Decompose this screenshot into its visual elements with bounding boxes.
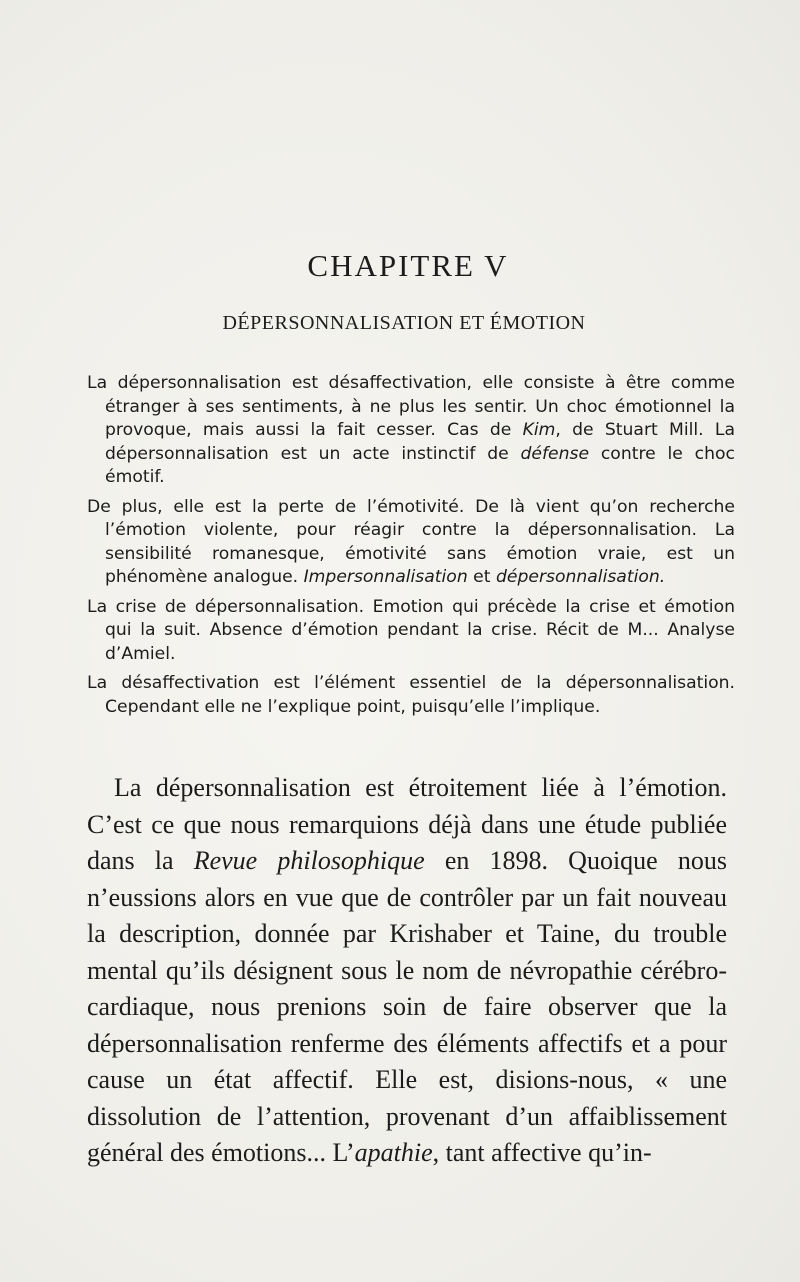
- summary-paragraph-2: De plus, elle est la perte de l’émotivité. De là vient qu’on recherche l’émotion violente, pour réagir contre la dépersonnalisation. La sensibilité romanesque, émotivité sans émotion vraie, est un phénomène analogue. Impersonnalisation et dépersonnalisation.: [87, 496, 735, 587]
- summary-italic-defense: défense: [520, 443, 590, 464]
- body-text: [87, 770, 727, 1172]
- summary-paragraph-4: La désaffectivation est l’élément essentiel de la dépersonnalisation. Cependant elle ne l’explique point, puisqu’elle l’implique.: [87, 673, 735, 717]
- summary-italic-depersonnalisation: dépersonnalisation.: [495, 567, 666, 587]
- chapter-title: CHAPITRE V: [307, 248, 509, 283]
- body-paragraph: La dépersonnalisation est étroitement liée à l’émotion. C’est ce que nous remarquions déjà dans une étude publiée dans la Revue philosophique en 1898. Quoique nous n’eussions alors en vue que de contrôler par un fait nouveau la description, donnée par Krishaber et Taine, du trouble mental qu’ils désignent sous le nom de névropathie cérébro-cardiaque, nous prenions soin de faire observer que la dépersonnalisation renferme des éléments affectifs et a pour cause un état affectif. Elle est, disions-nous, « une dissolution de l’attention, provenant d’un affaiblissement général des émotions... L’apathie, tant affective qu’in-: [87, 773, 727, 1167]
- chapter-subtitle: DÉPERSONNALISATION ET ÉMOTION: [222, 312, 586, 334]
- italic-apathie: apathie: [354, 1138, 433, 1167]
- summary-paragraph-3: La crise de dépersonnalisation. Emotion qui précède la crise et émotion qui la suit. Absence d’émotion pendant la crise. Récit de M... Analyse d’Amiel.: [87, 596, 735, 664]
- summary-paragraph-1: La dépersonnalisation est désaffectivation, elle consiste à être comme étranger à ses sentiments, à ne plus les sentir. Un choc émotionnel la provoque, mais aussi la fait cesser. Cas de Kim, de Stuart Mill. La dépersonnalisation est un acte instinctif de défense contre le choc émotif.: [87, 373, 735, 487]
- journal-title: Revue philosophique: [193, 846, 425, 875]
- summary-italic-kim: Kim: [522, 420, 556, 440]
- summary-italic-impersonnalisation: Impersonnalisation: [303, 567, 468, 587]
- chapter-summary: [87, 372, 735, 725]
